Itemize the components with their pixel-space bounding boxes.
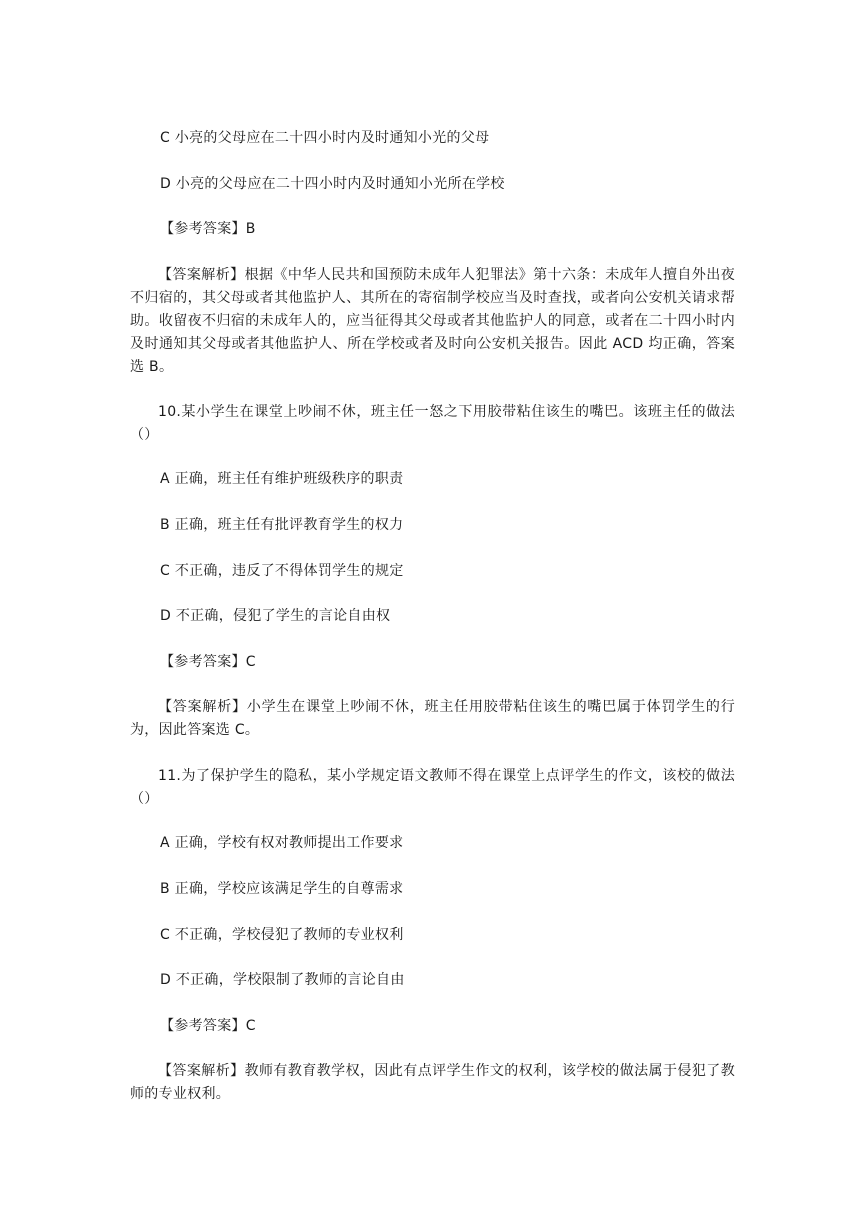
q9-option-d: D 小亮的父母应在二十四小时内及时通知小光所在学校 — [160, 176, 505, 192]
q11-option-b: B 正确，学校应该满足学生的自尊需求 — [160, 881, 404, 897]
q10-question: 10.某小学生在课堂上吵闹不休，班主任一怒之下用胶带粘住该生的嘴巴。该班主任的做法（） — [130, 404, 735, 443]
q11-question: 11.为了保护学生的隐私，某小学规定语文教师不得在课堂上点评学生的作文，该校的做法（） — [130, 768, 735, 807]
q10-answer: 【参考答案】C — [160, 654, 256, 670]
q11-option-d: D 不正确，学校限制了教师的言论自由 — [160, 972, 405, 988]
q9-option-c: C 小亮的父母应在二十四小时内及时通知小光的父母 — [160, 130, 490, 146]
q9-analysis: 【答案解析】根据《中华人民共和国预防未成年人犯罪法》第十六条：未成年人擅自外出夜不归宿的，其父母或者其他监护人、其所在的寄宿制学校应当及时查找，或者向公安机关请求帮助。收留夜不归宿的未成年人的，应当征得其父母或者其他监护人的同意，或者在二十四小时内及时通知其父母或者其他监护人、所在学校或者及时向公安机关报告。因此 ACD 均正确，答案选 B。 — [130, 267, 735, 375]
q10-analysis: 【答案解析】小学生在课堂上吵闹不休，班主任用胶带粘住该生的嘴巴属于体罚学生的行为，因此答案选 C。 — [130, 699, 735, 738]
q11-analysis: 【答案解析】教师有教育教学权，因此有点评学生作文的权利，该学校的做法属于侵犯了教师的专业权利。 — [130, 1063, 735, 1102]
q10-option-b: B 正确，班主任有批评教育学生的权力 — [160, 517, 404, 533]
q10-option-a: A 正确，班主任有维护班级秩序的职责 — [160, 471, 404, 487]
q10-option-c: C 不正确，违反了不得体罚学生的规定 — [160, 563, 404, 579]
q10-option-d: D 不正确，侵犯了学生的言论自由权 — [160, 608, 391, 624]
q11-option-c: C 不正确，学校侵犯了教师的专业权利 — [160, 927, 404, 943]
q9-answer: 【参考答案】B — [160, 221, 256, 237]
q11-answer: 【参考答案】C — [160, 1018, 256, 1034]
q11-option-a: A 正确，学校有权对教师提出工作要求 — [160, 835, 404, 851]
